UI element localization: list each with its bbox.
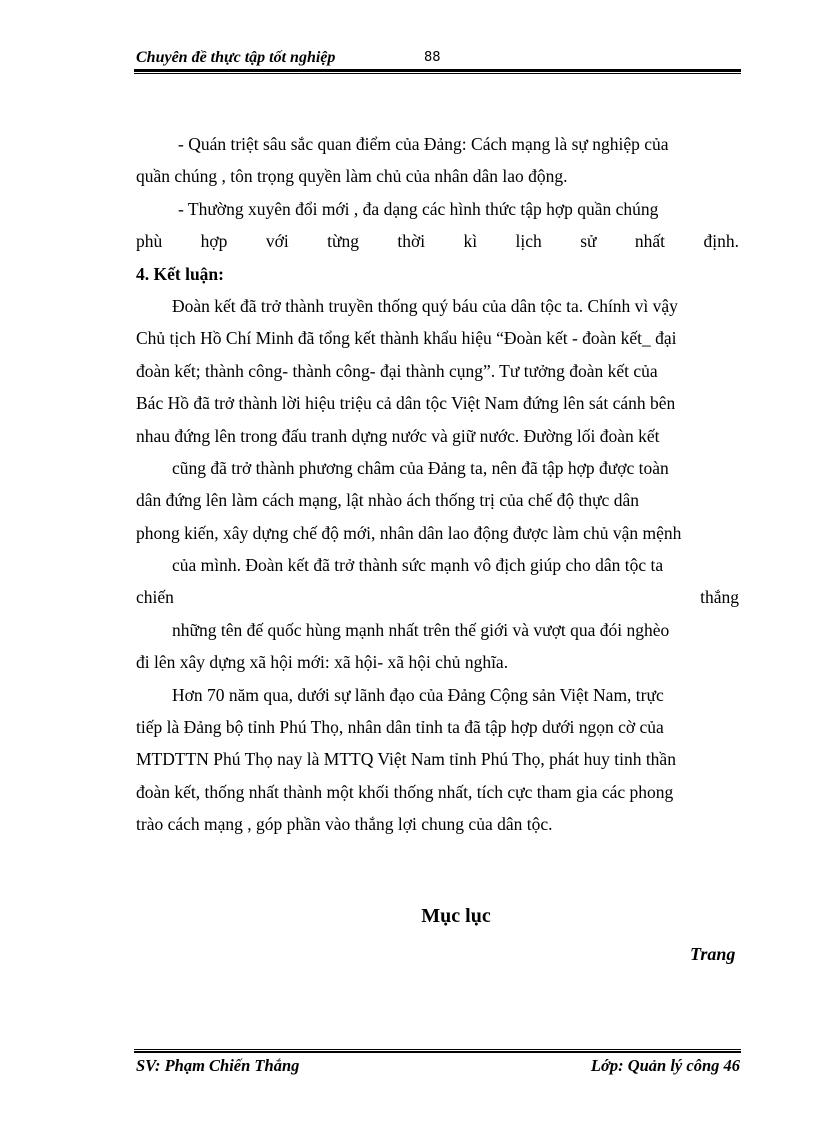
footer-rule-thick xyxy=(134,1051,741,1053)
justified-line xyxy=(136,225,739,257)
paragraph-line: cũng đã trở thành phương châm của Đảng ta, nên đã tập hợp được toàn xyxy=(172,457,669,478)
paragraph-line: những tên đế quốc hùng mạnh nhất trên thế giới và vượt qua đói nghèo xyxy=(172,619,670,640)
paragraph-line: Chủ tịch Hồ Chí Minh đã tổng kết thành khẩu hiệu “Đoàn kết - đoàn kết_ đại xyxy=(136,328,677,349)
word: lịch xyxy=(515,231,542,252)
paragraph-line: phong kiến, xây dựng chế độ mới, nhân dân lao động được làm chủ vận mệnh xyxy=(136,522,682,543)
paragraph-line: đi lên xây dựng xã hội mới: xã hội- xã hội chủ nghĩa. xyxy=(136,652,509,673)
paragraph-line: của mình. Đoàn kết đã trở thành sức mạnh vô địch giúp cho dân tộc ta xyxy=(172,555,664,576)
header-rule-thin xyxy=(134,73,741,74)
footer-student: SV: Phạm Chiến Thắng xyxy=(136,1056,300,1075)
toc-title xyxy=(0,905,816,928)
toc-title-text: Mục lục xyxy=(421,905,491,927)
toc-page-label: Trang xyxy=(690,944,736,964)
word: định. xyxy=(703,231,739,252)
paragraph-line: Hơn 70 năm qua, dưới sự lãnh đạo của Đảng Cộng sản Việt Nam, trực xyxy=(172,684,664,705)
paragraph-line: MTDTTN Phú Thọ nay là MTTQ Việt Nam tỉnh Phú Thọ, phát huy tinh thần xyxy=(136,749,676,770)
word: thời xyxy=(397,231,426,252)
paragraph-line: Đoàn kết đã trở thành truyền thống quý báu của dân tộc ta. Chính vì vậy xyxy=(172,295,678,316)
header-title: Chuyên đề thực tập tốt nghiệp xyxy=(136,49,336,66)
word: chiến xyxy=(136,587,174,608)
paragraph-line: đoàn kết, thống nhất thành một khối thống nhất, tích cực tham gia các phong xyxy=(136,781,674,802)
word: với xyxy=(265,231,289,252)
paragraph-line: tiếp là Đảng bộ tỉnh Phú Thọ, nhân dân tỉnh ta đã tập hợp dưới ngọn cờ của xyxy=(136,717,664,738)
word: thắng xyxy=(700,587,739,608)
paragraph-line: trào cách mạng , góp phần vào thắng lợi chung của dân tộc. xyxy=(136,814,553,835)
paragraph-line: nhau đứng lên trong đấu tranh dựng nước và giữ nước. Đường lối đoàn kết xyxy=(136,425,660,446)
footer-class: Lớp: Quản lý công 46 xyxy=(590,1056,740,1075)
word: kì xyxy=(463,231,478,252)
word: phù xyxy=(136,231,163,252)
paragraph-line: quần chúng , tôn trọng quyền làm chủ của nhân dân lao động. xyxy=(136,166,568,187)
word: nhất xyxy=(634,231,666,252)
paragraph-line: Bác Hồ đã trở thành lời hiệu triệu cả dân tộc Việt Nam đứng lên sát cánh bên xyxy=(136,393,676,414)
paragraph-line: dân đứng lên làm cách mạng, lật nhào ách thống trị của chế độ thực dân xyxy=(136,490,639,511)
word: từng xyxy=(327,231,359,252)
footer-rule xyxy=(134,1049,741,1050)
page-number: 88 xyxy=(424,50,441,65)
section-heading: 4. Kết luận: xyxy=(136,263,224,284)
justified-line xyxy=(136,581,739,613)
paragraph-line: - Thường xuyên đổi mới , đa dạng các hình thức tập hợp quần chúng xyxy=(178,198,659,219)
paragraph-line: - Quán triệt sâu sắc quan điểm của Đảng: Cách mạng là sự nghiệp của xyxy=(178,134,669,154)
header-rule xyxy=(134,69,741,72)
word: hợp xyxy=(200,231,228,252)
paragraph-line: đoàn kết; thành công- thành công- đại thành cụng”. Tư tưởng đoàn kết của xyxy=(136,360,658,381)
word: sử xyxy=(580,231,597,252)
body-text xyxy=(136,128,739,841)
